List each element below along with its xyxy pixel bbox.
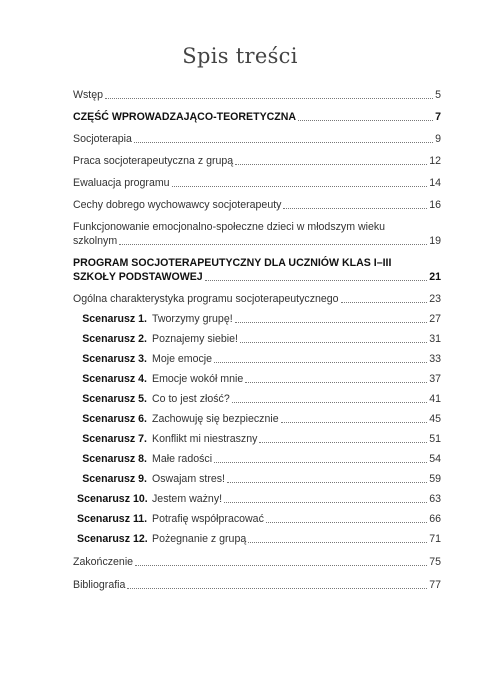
- page-number: 51: [429, 433, 441, 445]
- toc-entry-scenario-9[interactable]: [73, 472, 441, 486]
- scenario-label: Scenarusz 4.: [82, 373, 147, 385]
- toc-entry-zakonczenie[interactable]: Zakończenie 75: [73, 556, 441, 568]
- leader-dots: [283, 208, 427, 209]
- scenario-label: Scenarusz 7.: [82, 433, 147, 445]
- scenario-label: Scenarusz 9.: [82, 473, 147, 485]
- toc-entry-part-two[interactable]: PROGRAM SOCJOTERAPEUTYCZNY DLA UCZNIÓW KLAS I–III SZKOŁY PODSTAWOWEJ 21: [73, 257, 441, 283]
- leader-dots: [214, 462, 427, 463]
- scenario-label: Scenarusz 6.: [82, 413, 147, 425]
- leader-dots: [235, 164, 427, 165]
- scenario-label: Scenarusz 2.: [82, 333, 147, 345]
- page-number: 9: [435, 133, 441, 145]
- toc-entry-scenario-1[interactable]: [73, 312, 441, 326]
- leader-dots: [134, 142, 433, 143]
- leader-dots: [240, 342, 427, 343]
- scenario-title: Małe radości: [152, 453, 213, 465]
- page-number: 45: [429, 413, 441, 425]
- scenario-title: Jestem ważny!: [152, 493, 223, 505]
- toc-entry-scenario-2[interactable]: [73, 332, 441, 346]
- toc-entry-scenario-6[interactable]: [73, 412, 441, 426]
- page-title: Spis treści: [182, 44, 298, 68]
- leader-dots: [235, 322, 428, 323]
- leader-dots: [298, 120, 433, 121]
- scenario-label: Scenarusz 3.: [82, 353, 147, 365]
- page-number: 59: [429, 473, 441, 485]
- scenario-title: Konflikt mi niestraszny: [152, 433, 258, 445]
- toc-entry-cechy[interactable]: Cechy dobrego wychowawcy socjoterapeuty 16: [73, 199, 441, 211]
- scenario-title: Oswajam stres!: [152, 473, 225, 485]
- page-number: 71: [429, 533, 441, 545]
- page-number: 19: [429, 235, 441, 247]
- leader-dots: [227, 482, 427, 483]
- toc-entry-scenario-4[interactable]: [73, 372, 441, 386]
- scenario-label: Scenarusz 11.: [77, 513, 148, 525]
- leader-dots: [248, 542, 427, 543]
- scenario-title: Moje emocje: [152, 353, 213, 365]
- toc-entry-scenario-10[interactable]: [73, 492, 441, 506]
- page-number: 21: [429, 271, 441, 283]
- scenario-title: Zachowuję się bezpiecznie: [152, 413, 279, 425]
- page-number: 27: [429, 313, 441, 325]
- page-number: 75: [429, 556, 441, 568]
- page-number: 12: [429, 155, 441, 167]
- page-number: 77: [429, 579, 441, 591]
- leader-dots: [172, 186, 428, 187]
- toc-entry-praca[interactable]: Praca socjoterapeutyczna z grupą 12: [73, 155, 441, 167]
- leader-dots: [205, 280, 428, 281]
- leader-dots: [245, 382, 427, 383]
- page-number: 31: [429, 333, 441, 345]
- scenario-title: Tworzymy grupę!: [152, 313, 233, 325]
- leader-dots: [281, 422, 428, 423]
- page-number: 63: [429, 493, 441, 505]
- scenario-title: Co to jest złość?: [152, 393, 230, 405]
- page-number: 23: [429, 293, 441, 305]
- table-of-contents: [73, 88, 441, 592]
- toc-entry-scenario-11[interactable]: [73, 512, 441, 526]
- page-number: 7: [435, 111, 441, 123]
- scenario-label: Scenarusz 8.: [82, 453, 147, 465]
- toc-entry-scenario-8[interactable]: [73, 452, 441, 466]
- toc-entry-funkcjonowanie[interactable]: Funkcjonowanie emocjonalno-społeczne dzieci w młodszym wieku szkolnym 19: [73, 221, 441, 247]
- leader-dots: [341, 302, 428, 303]
- leader-dots: [127, 588, 427, 589]
- page-number: 14: [429, 177, 441, 189]
- page-number: 66: [429, 513, 441, 525]
- toc-entry-scenario-7[interactable]: [73, 432, 441, 446]
- page-number: 5: [435, 89, 441, 101]
- scenario-title: Emocje wokół mnie: [152, 373, 244, 385]
- page-number: 33: [429, 353, 441, 365]
- scenario-label: Scenarusz 10.: [77, 493, 148, 505]
- toc-entry-scenario-3[interactable]: [73, 352, 441, 366]
- leader-dots: [135, 565, 427, 566]
- leader-dots: [259, 442, 427, 443]
- leader-dots: [232, 402, 427, 403]
- scenario-label: Scenarusz 1.: [82, 313, 147, 325]
- toc-entry-bibliografia[interactable]: Bibliografia 77: [73, 579, 441, 591]
- page-number: 37: [429, 373, 441, 385]
- toc-entry-charakterystyka[interactable]: Ogólna charakterystyka programu socjoterapeutycznego 23: [73, 293, 441, 305]
- toc-entry-part-one[interactable]: CZĘŚĆ WPROWADZAJĄCO-TEORETYCZNA 7: [73, 111, 441, 123]
- scenario-label: Scenarusz 5.: [82, 393, 147, 405]
- scenario-title: Poznajemy siebie!: [152, 333, 238, 345]
- toc-entry-wstep[interactable]: Wstęp 5: [73, 89, 441, 101]
- leader-dots: [214, 362, 427, 363]
- toc-entry-socjoterapia[interactable]: Socjoterapia 9: [73, 133, 441, 145]
- toc-entry-scenario-5[interactable]: [73, 392, 441, 406]
- page-number: 16: [429, 199, 441, 211]
- leader-dots: [224, 502, 427, 503]
- leader-dots: [105, 98, 433, 99]
- toc-entry-ewaluacja[interactable]: Ewaluacja programu 14: [73, 177, 441, 189]
- page-number: 54: [429, 453, 441, 465]
- toc-entry-scenario-12[interactable]: [73, 532, 441, 546]
- scenario-title: Pożegnanie z grupą: [152, 533, 247, 545]
- scenario-title: Potrafię współpracować: [152, 513, 264, 525]
- leader-dots: [119, 244, 427, 245]
- scenario-label: Scenarusz 12.: [77, 533, 148, 545]
- page-number: 41: [429, 393, 441, 405]
- leader-dots: [266, 522, 427, 523]
